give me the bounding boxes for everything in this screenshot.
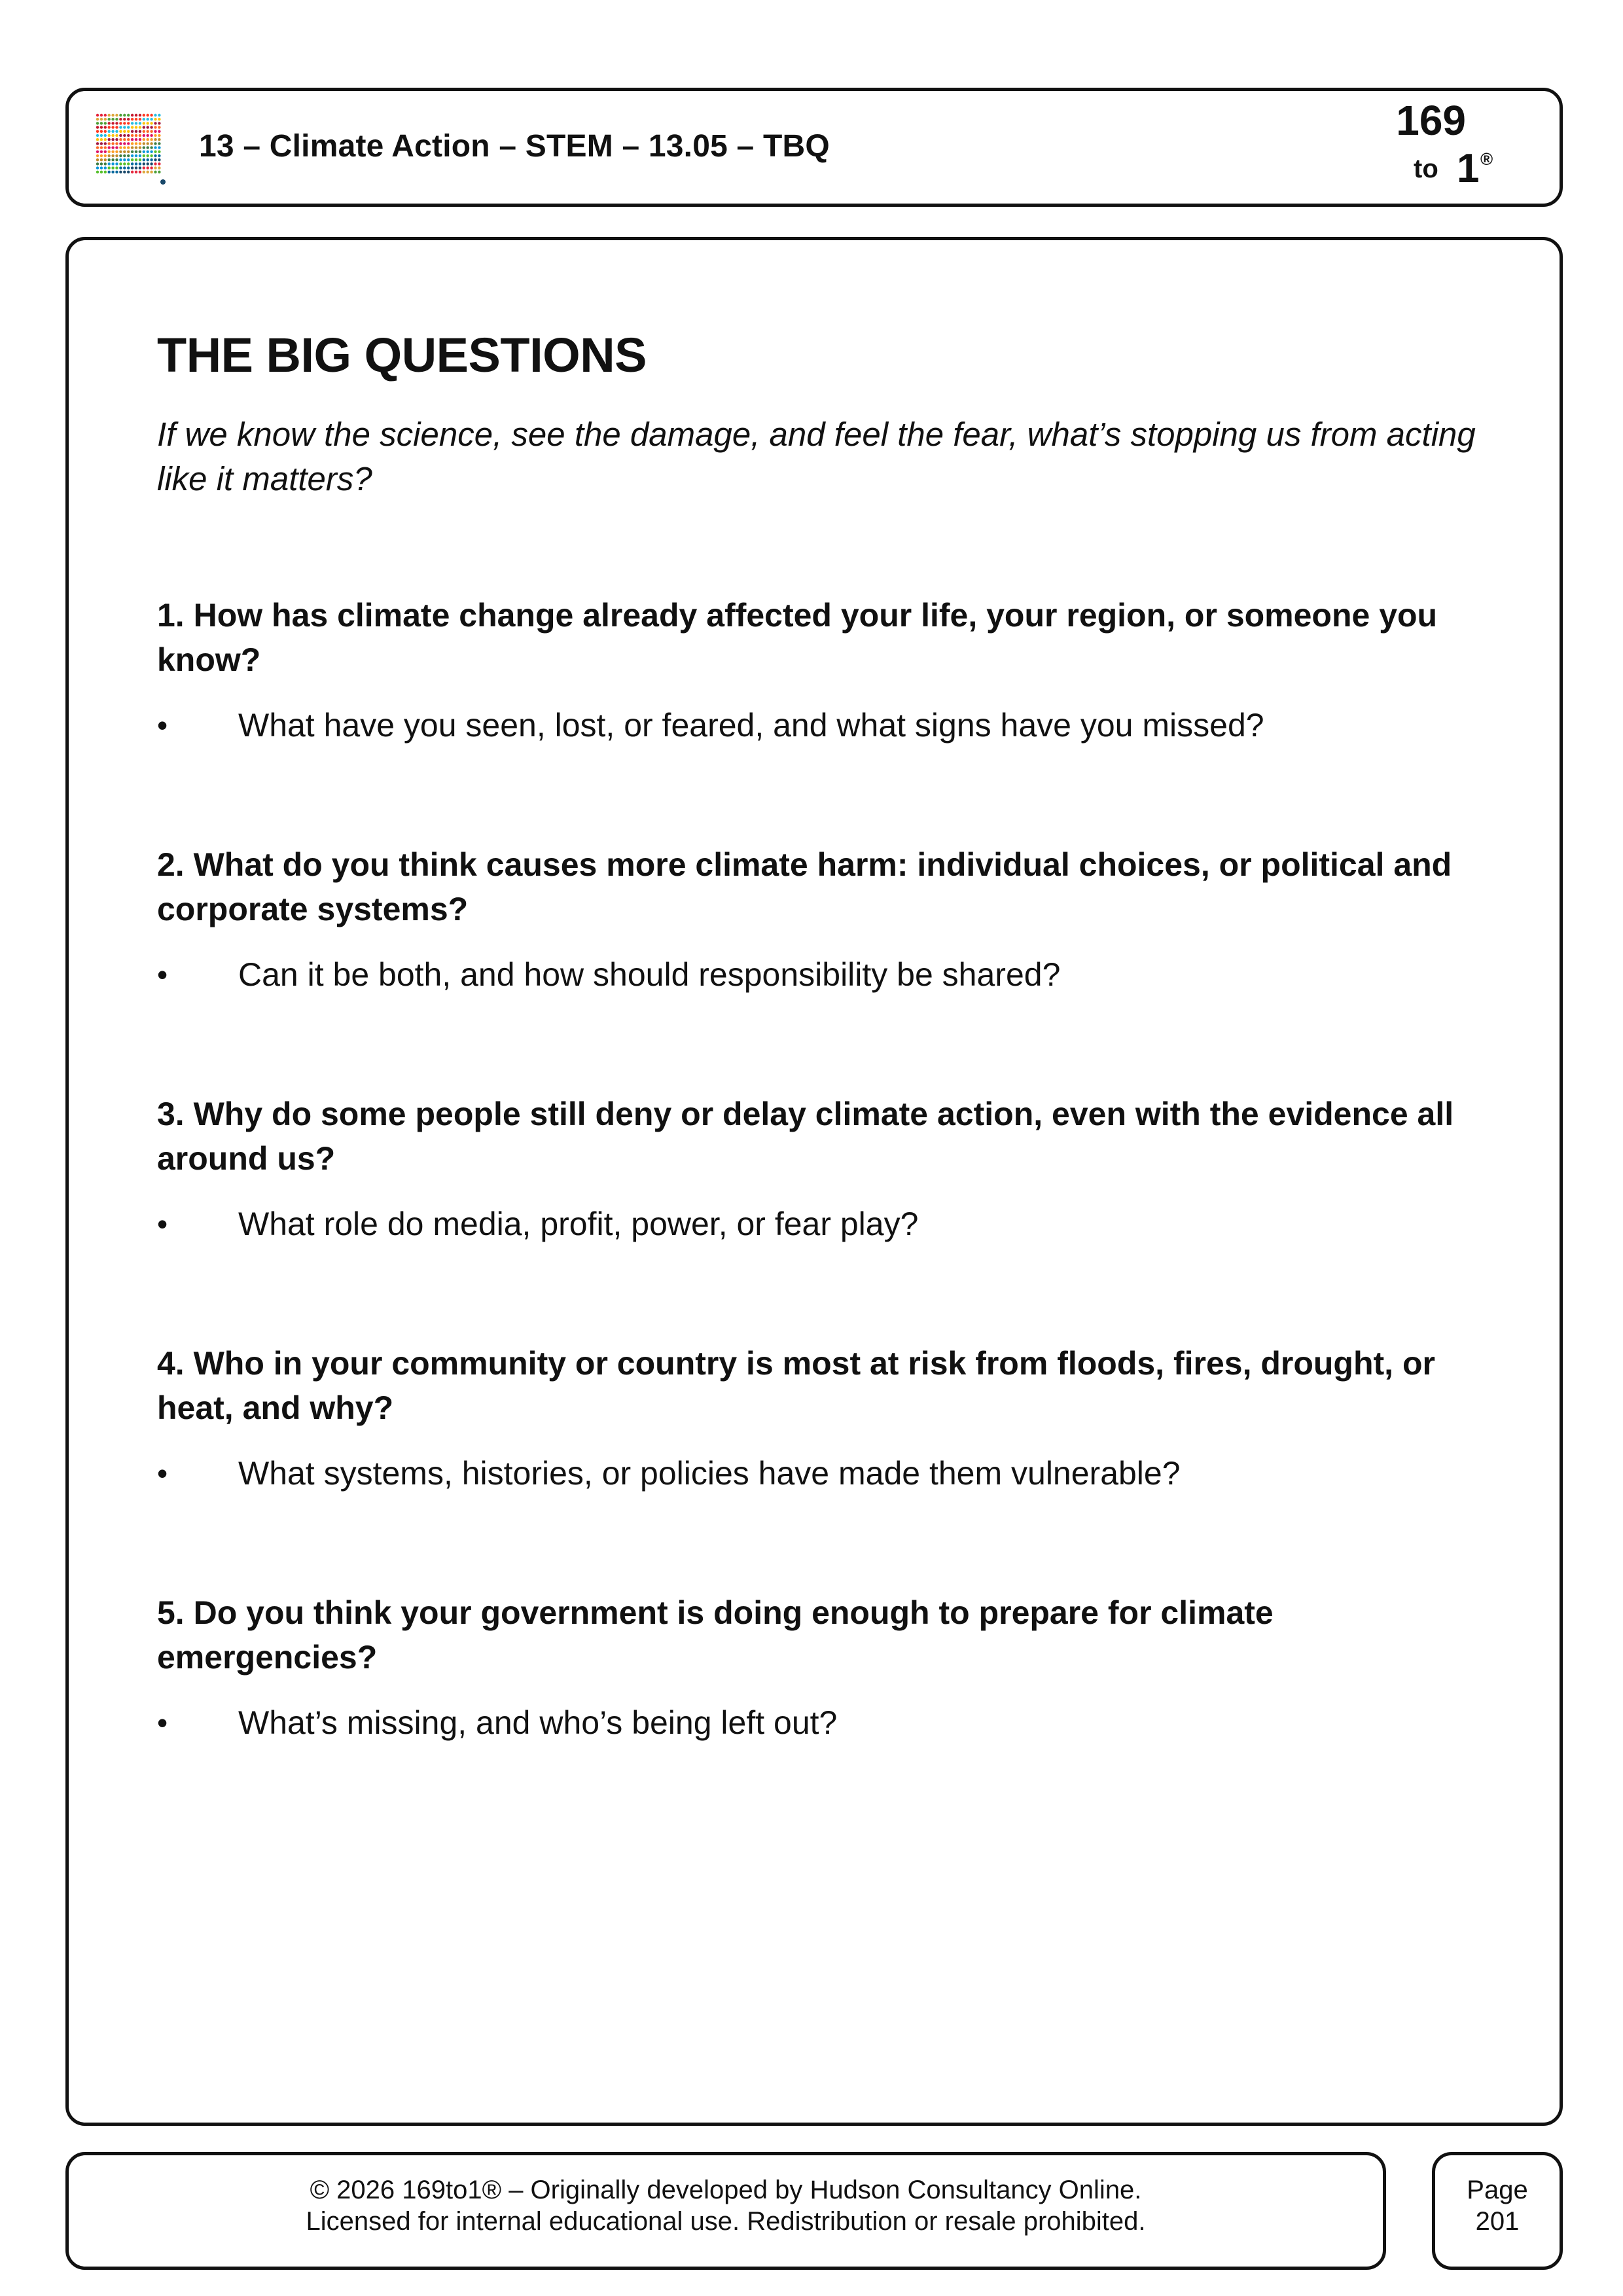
- logo-dot: [150, 126, 152, 128]
- logo-dot: [139, 171, 141, 173]
- logo-dot: [131, 151, 134, 153]
- logo-dot: [135, 118, 137, 120]
- logo-dot: [150, 162, 152, 165]
- logo-dot: [150, 151, 152, 153]
- logo-dot: [150, 134, 152, 137]
- logo-dot: [143, 171, 145, 173]
- logo-dot: [111, 146, 114, 149]
- logo-dot: [139, 138, 141, 141]
- logo-dot: [104, 134, 107, 137]
- logo-dot: [127, 114, 130, 117]
- bullet-icon: •: [157, 958, 168, 992]
- logo-dot: [115, 126, 118, 128]
- logo-dot: [147, 130, 149, 133]
- logo-dot: [100, 142, 103, 145]
- logo-dot: [139, 154, 141, 157]
- page-number: 201: [1475, 2207, 1520, 2236]
- logo-dot: [104, 162, 107, 165]
- page-title: THE BIG QUESTIONS: [157, 328, 647, 382]
- logo-dot: [123, 158, 126, 161]
- logo-dot: [127, 158, 130, 161]
- logo-dot: [127, 146, 130, 149]
- list-item: [157, 952, 1499, 997]
- logo-dot: [150, 154, 152, 157]
- question-block: [157, 1092, 1499, 1246]
- logo-dot: [154, 166, 156, 169]
- logo-dot: [119, 126, 122, 128]
- logo-dot: [139, 114, 141, 117]
- logo-dot: [115, 146, 118, 149]
- brand-one: 1: [1457, 146, 1480, 191]
- logo-dot: [158, 171, 160, 173]
- footer-copyright: [65, 2174, 1386, 2237]
- logo-dot: [123, 146, 126, 149]
- logo-dot: [123, 122, 126, 124]
- logo-dot: [154, 162, 156, 165]
- logo-dot: [131, 138, 134, 141]
- logo-final-dot: [160, 179, 166, 185]
- follow-up-text: What’s missing, and who’s being left out?: [238, 1704, 838, 1741]
- logo-dot: [135, 158, 137, 161]
- logo-dot: [150, 146, 152, 149]
- list-item: [157, 1202, 1499, 1246]
- logo-dot: [135, 151, 137, 153]
- logo-dot: [143, 134, 145, 137]
- logo-dot: [111, 151, 114, 153]
- logo-dot: [154, 118, 156, 120]
- logo-dot: [111, 118, 114, 120]
- question-block: [157, 593, 1499, 747]
- logo-dot: [143, 138, 145, 141]
- logo-dot: [158, 154, 160, 157]
- logo-dot: [100, 146, 103, 149]
- logo-dot: [96, 130, 99, 133]
- logo-dot: [139, 130, 141, 133]
- logo-dot: [119, 154, 122, 157]
- logo-dot: [154, 158, 156, 161]
- bullet-icon: •: [157, 708, 168, 742]
- logo-dot: [100, 134, 103, 137]
- logo-dot: [111, 114, 114, 117]
- logo-dot: [154, 146, 156, 149]
- logo-dot: [135, 114, 137, 117]
- logo-dot: [147, 158, 149, 161]
- logo-dot: [127, 154, 130, 157]
- logo-dot: [104, 166, 107, 169]
- logo-dot: [104, 142, 107, 145]
- logo-dot: [143, 158, 145, 161]
- logo-dot: [96, 166, 99, 169]
- logo-dot: [123, 118, 126, 120]
- logo-dot: [127, 130, 130, 133]
- logo-dot: [115, 122, 118, 124]
- logo-dot: [154, 114, 156, 117]
- logo-dot: [143, 114, 145, 117]
- logo-dot: [96, 162, 99, 165]
- logo-dot: [104, 151, 107, 153]
- logo-dot: [96, 171, 99, 173]
- logo-dot: [158, 134, 160, 137]
- logo-dot: [158, 166, 160, 169]
- logo-dot: [158, 158, 160, 161]
- logo-dot: [123, 126, 126, 128]
- logo-dot: [143, 166, 145, 169]
- logo-dot: [100, 154, 103, 157]
- logo-dot: [111, 134, 114, 137]
- logo-dot: [135, 126, 137, 128]
- logo-dot: [131, 118, 134, 120]
- logo-dot: [111, 142, 114, 145]
- logo-dot: [96, 122, 99, 124]
- logo-dot: [147, 134, 149, 137]
- logo-dot: [147, 162, 149, 165]
- logo-dot: [119, 166, 122, 169]
- logo-dot: [104, 130, 107, 133]
- list-item: [157, 1700, 1499, 1745]
- logo-dot: [100, 158, 103, 161]
- logo-dot: [119, 114, 122, 117]
- logo-dot: [108, 171, 111, 173]
- logo-dot: [119, 118, 122, 120]
- logo-dot: [104, 118, 107, 120]
- list-item: [157, 1451, 1499, 1496]
- logo-dot: [135, 122, 137, 124]
- logo-dot: [147, 126, 149, 128]
- logo-dot: [115, 162, 118, 165]
- brand-to: to: [1414, 154, 1438, 183]
- logo-dot: [147, 166, 149, 169]
- logo-dot: [115, 142, 118, 145]
- logo-dot: [123, 166, 126, 169]
- logo-dot: [131, 142, 134, 145]
- logo-dot: [115, 118, 118, 120]
- logo-dot: [104, 154, 107, 157]
- logo-dot: [108, 166, 111, 169]
- logo-dot: [154, 138, 156, 141]
- logo-dot: [135, 171, 137, 173]
- brand-number: 169: [1396, 97, 1466, 144]
- list-item: [157, 703, 1499, 747]
- follow-up-text: Can it be both, and how should responsibility be shared?: [238, 956, 1061, 993]
- logo-dot: [147, 154, 149, 157]
- logo-dot: [158, 126, 160, 128]
- logo-dot: [108, 114, 111, 117]
- logo-dot: [147, 142, 149, 145]
- logo-dot: [135, 134, 137, 137]
- logo-dot: [96, 138, 99, 141]
- logo-dot: [108, 138, 111, 141]
- logo-dot: [135, 130, 137, 133]
- logo-dot: [158, 118, 160, 120]
- logo-dot: [111, 122, 114, 124]
- logo-dot: [131, 130, 134, 133]
- logo-dot: [143, 162, 145, 165]
- logo-dot: [108, 122, 111, 124]
- logo-dot: [115, 158, 118, 161]
- logo-dot: [96, 114, 99, 117]
- logo-dot: [104, 171, 107, 173]
- logo-dot: [139, 122, 141, 124]
- logo-dot: [115, 130, 118, 133]
- logo-dot: [139, 151, 141, 153]
- logo-dot: [158, 142, 160, 145]
- logo-dot: [147, 118, 149, 120]
- logo-dot: [104, 114, 107, 117]
- logo-dot: [158, 162, 160, 165]
- logo-dot: [131, 146, 134, 149]
- logo-dot: [108, 118, 111, 120]
- logo-dot: [150, 166, 152, 169]
- logo-dot: [119, 134, 122, 137]
- logo-dot: [131, 154, 134, 157]
- logo-dot: [108, 151, 111, 153]
- logo-dot: [108, 158, 111, 161]
- logo-dot: [139, 142, 141, 145]
- license-line: Licensed for internal educational use. Redistribution or resale prohibited.: [306, 2207, 1146, 2236]
- logo-dot: [100, 126, 103, 128]
- logo-dot: [139, 158, 141, 161]
- logo-dot: [119, 171, 122, 173]
- logo-dot: [96, 154, 99, 157]
- logo-dot: [96, 134, 99, 137]
- logo-dot: [96, 118, 99, 120]
- logo-dot: [127, 138, 130, 141]
- logo-dot: [123, 142, 126, 145]
- logo-dot: [139, 166, 141, 169]
- logo-dot: [139, 126, 141, 128]
- page-indicator: [1432, 2174, 1563, 2237]
- logo-dot: [150, 130, 152, 133]
- logo-dot: [131, 114, 134, 117]
- logo-dot: [139, 118, 141, 120]
- logo-dot: [96, 146, 99, 149]
- logo-dot: [143, 154, 145, 157]
- logo-dot: [108, 126, 111, 128]
- logo-dot: [147, 138, 149, 141]
- logo-dot: [147, 146, 149, 149]
- logo-dot: [150, 114, 152, 117]
- logo-dot: [150, 142, 152, 145]
- question-block: [157, 1341, 1499, 1496]
- logo-dot: [111, 138, 114, 141]
- brand-registered-mark: ®: [1480, 149, 1493, 169]
- logo-dot: [100, 122, 103, 124]
- logo-dot: [135, 146, 137, 149]
- logo-dot: [131, 134, 134, 137]
- logo-dot: [131, 126, 134, 128]
- logo-dot: [123, 134, 126, 137]
- logo-dot: [150, 158, 152, 161]
- logo-dot: [100, 166, 103, 169]
- logo-dot: [158, 114, 160, 117]
- logo-dot: [139, 162, 141, 165]
- bullet-icon: •: [157, 1706, 168, 1740]
- header-title: 13 – Climate Action – STEM – 13.05 – TBQ: [199, 129, 830, 164]
- dot-grid-logo-icon: [95, 113, 166, 186]
- logo-dot: [100, 118, 103, 120]
- logo-dot: [127, 134, 130, 137]
- logo-dot: [108, 142, 111, 145]
- logo-dot: [100, 171, 103, 173]
- logo-dot: [96, 151, 99, 153]
- logo-dot: [123, 138, 126, 141]
- logo-dot: [104, 122, 107, 124]
- logo-dot: [127, 126, 130, 128]
- logo-dot: [119, 138, 122, 141]
- logo-dot: [119, 146, 122, 149]
- logo-dot: [131, 158, 134, 161]
- logo-dot: [154, 122, 156, 124]
- logo-dot: [150, 118, 152, 120]
- copyright-line: © 2026 169to1® – Originally developed by Hudson Consultancy Online.: [310, 2176, 1142, 2204]
- logo-dot: [143, 122, 145, 124]
- logo-dot: [111, 162, 114, 165]
- logo-dot: [111, 158, 114, 161]
- logo-dot: [104, 158, 107, 161]
- logo-dot: [96, 126, 99, 128]
- logo-dot: [96, 158, 99, 161]
- logo-dot: [158, 138, 160, 141]
- logo-dot: [135, 154, 137, 157]
- logo-dot: [111, 130, 114, 133]
- logo-dot: [111, 154, 114, 157]
- logo-dot: [119, 130, 122, 133]
- logo-dot: [127, 171, 130, 173]
- logo-dot: [147, 122, 149, 124]
- logo-dot: [154, 134, 156, 137]
- logo-dot: [143, 142, 145, 145]
- logo-dot: [131, 166, 134, 169]
- logo-dot: [100, 114, 103, 117]
- logo-dot: [119, 162, 122, 165]
- logo-dot: [143, 118, 145, 120]
- logo-dot: [108, 162, 111, 165]
- logo-dot: [154, 126, 156, 128]
- logo-dot: [135, 162, 137, 165]
- logo-dot: [158, 122, 160, 124]
- logo-dot: [115, 114, 118, 117]
- logo-dot: [108, 154, 111, 157]
- logo-dot: [158, 151, 160, 153]
- logo-dot: [135, 142, 137, 145]
- question-block: [157, 842, 1499, 997]
- logo-dot: [115, 166, 118, 169]
- follow-up-text: What systems, histories, or policies have made them vulnerable?: [238, 1455, 1181, 1492]
- logo-dot: [119, 122, 122, 124]
- logo-dot: [119, 142, 122, 145]
- intro-question: If we know the science, see the damage, and feel the fear, what’s stopping us from acting like it matters?: [157, 416, 1476, 497]
- question-text: 3. Why do some people still deny or delay climate action, even with the evidence all around us?: [157, 1096, 1454, 1177]
- logo-dot: [96, 142, 99, 145]
- bullet-icon: •: [157, 1456, 168, 1490]
- logo-dot: [135, 166, 137, 169]
- logo-dot: [123, 114, 126, 117]
- logo-dot: [147, 171, 149, 173]
- question-block: [157, 1590, 1499, 1745]
- logo-dot: [123, 162, 126, 165]
- logo-dot: [127, 142, 130, 145]
- logo-dot: [127, 162, 130, 165]
- logo-dot: [131, 122, 134, 124]
- logo-dot: [115, 171, 118, 173]
- logo-dot: [108, 130, 111, 133]
- logo-dot: [115, 138, 118, 141]
- logo-dot: [131, 162, 134, 165]
- bullet-icon: •: [157, 1207, 168, 1241]
- logo-dot: [143, 130, 145, 133]
- logo-dot: [150, 122, 152, 124]
- logo-dot: [135, 138, 137, 141]
- logo-dot: [143, 146, 145, 149]
- question-text: 2. What do you think causes more climate harm: individual choices, or political and corporate systems?: [157, 846, 1452, 927]
- logo-dot: [115, 154, 118, 157]
- logo-dot: [143, 151, 145, 153]
- logo-dot: [100, 138, 103, 141]
- logo-dot: [119, 158, 122, 161]
- question-text: 4. Who in your community or country is most at risk from floods, fires, drought, or heat, and why?: [157, 1345, 1435, 1426]
- question-text: 5. Do you think your government is doing enough to prepare for climate emergencies?: [157, 1594, 1274, 1676]
- logo-dot: [127, 166, 130, 169]
- logo-dot: [158, 130, 160, 133]
- logo-dot: [139, 134, 141, 137]
- logo-dot: [154, 130, 156, 133]
- follow-up-text: What role do media, profit, power, or fear play?: [238, 1206, 919, 1242]
- logo-dot: [111, 171, 114, 173]
- logo-dot: [154, 154, 156, 157]
- logo-dot: [115, 151, 118, 153]
- logo-dot: [115, 134, 118, 137]
- logo-dot: [104, 126, 107, 128]
- follow-up-text: What have you seen, lost, or feared, and what signs have you missed?: [238, 707, 1264, 744]
- logo-dot: [111, 166, 114, 169]
- logo-dot: [127, 122, 130, 124]
- logo-dot: [127, 151, 130, 153]
- logo-dot: [154, 151, 156, 153]
- logo-dot: [123, 130, 126, 133]
- logo-dot: [154, 171, 156, 173]
- logo-dot: [104, 138, 107, 141]
- logo-dot: [150, 171, 152, 173]
- question-text: 1. How has climate change already affected your life, your region, or someone you know?: [157, 597, 1438, 678]
- logo-dot: [108, 146, 111, 149]
- logo-dot: [100, 162, 103, 165]
- logo-dot: [150, 138, 152, 141]
- logo-dot: [131, 171, 134, 173]
- logo-dot: [154, 142, 156, 145]
- logo-dot: [123, 171, 126, 173]
- logo-dot: [104, 146, 107, 149]
- logo-dot: [119, 151, 122, 153]
- logo-dot: [111, 126, 114, 128]
- logo-dot: [139, 146, 141, 149]
- logo-dot: [147, 114, 149, 117]
- logo-dot: [147, 151, 149, 153]
- logo-dot: [158, 146, 160, 149]
- page-label: Page: [1467, 2176, 1528, 2204]
- logo-dot: [143, 126, 145, 128]
- logo-dot: [100, 130, 103, 133]
- logo-dot: [100, 151, 103, 153]
- logo-dot: [123, 151, 126, 153]
- logo-dot: [108, 134, 111, 137]
- logo-dot: [123, 154, 126, 157]
- logo-dot: [127, 118, 130, 120]
